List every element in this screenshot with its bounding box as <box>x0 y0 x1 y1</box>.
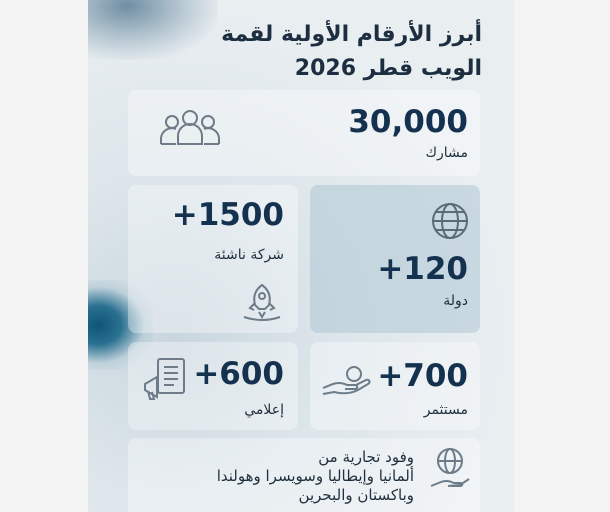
investors-label: مستثمر <box>423 402 468 418</box>
infographic-poster <box>88 0 514 512</box>
hand-coin-icon <box>320 364 374 400</box>
globe-icon <box>430 201 470 241</box>
media-label: إعلامي <box>244 402 284 418</box>
left-margin <box>0 0 88 512</box>
investors-card <box>310 342 480 430</box>
countries-value: +120 <box>377 251 468 287</box>
globe-hand-icon <box>428 446 472 492</box>
startups-label: شركة ناشئة <box>214 247 284 263</box>
delegations-line-2: ألمانيا وإيطاليا وسويسرا وهولندا <box>216 467 414 485</box>
media-card <box>128 342 298 430</box>
delegations-line-1: وفود تجارية من <box>318 448 414 466</box>
delegations-card <box>128 438 480 512</box>
participants-value: 30,000 <box>348 104 468 140</box>
title-line-1: أبرز الأرقام الأولية لقمة <box>221 22 482 47</box>
startups-value: +1500 <box>171 197 284 233</box>
participants-card <box>128 90 480 176</box>
title-line-2: الويب قطر 2026 <box>294 56 482 81</box>
media-value: +600 <box>193 356 284 392</box>
investors-value: +700 <box>377 358 468 394</box>
right-margin <box>514 0 610 512</box>
participants-label: مشارك <box>425 145 468 161</box>
countries-label: دولة <box>443 293 468 309</box>
poster-title <box>122 18 482 86</box>
delegations-text <box>217 448 414 505</box>
delegations-line-3: وباكستان والبحرين <box>298 486 414 504</box>
megaphone-document-icon <box>142 356 188 404</box>
people-icon <box>158 108 222 148</box>
startups-card <box>128 185 298 333</box>
rocket-icon <box>240 281 284 321</box>
countries-card <box>310 185 480 333</box>
